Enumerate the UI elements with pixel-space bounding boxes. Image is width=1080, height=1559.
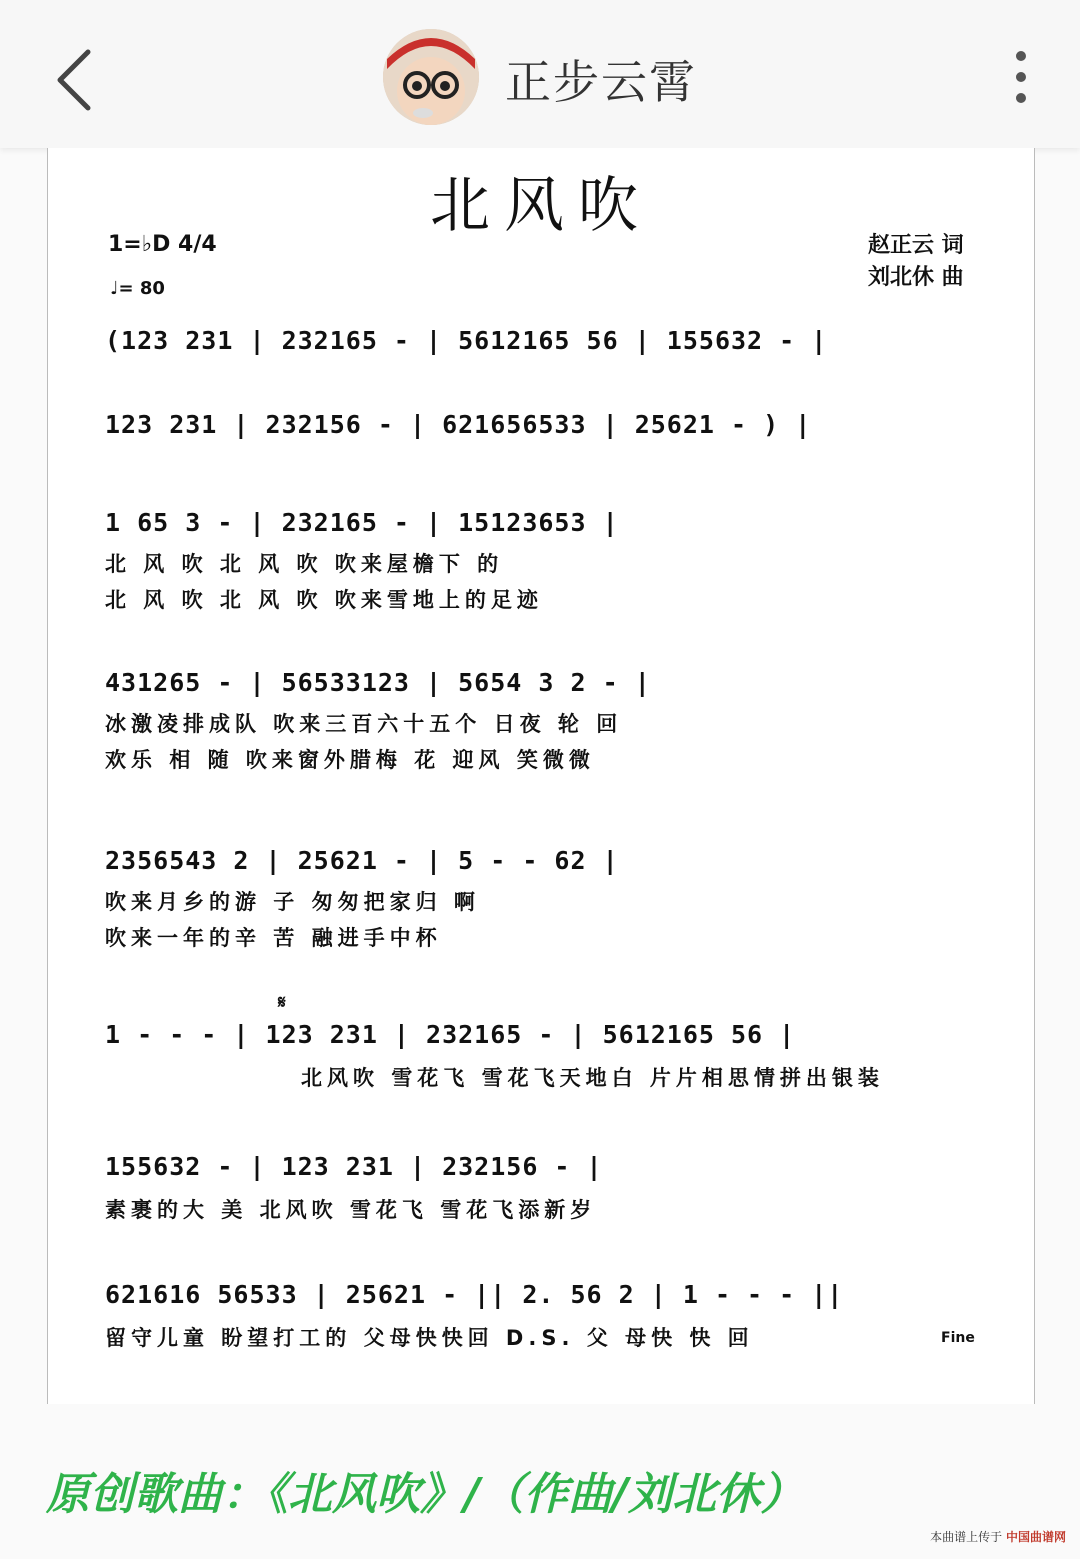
key-signature: 1=♭D 4/4 [108, 232, 217, 257]
lyric-verse-1: 北 风 吹 北 风 吹 吹来屋檐下 的 [105, 552, 504, 576]
sheet-music [47, 148, 1035, 1404]
avatar[interactable] [383, 29, 479, 125]
upload-note-text: 本曲谱上传于 [930, 1530, 1003, 1544]
lyric-verse-1: 素裹的大 美 北风吹 雪花飞 雪花飞添新岁 [105, 1198, 597, 1222]
chevron-left-icon[interactable] [48, 44, 108, 114]
tempo-marking: ♩= 80 [110, 278, 165, 299]
melody: (123 231 | 232165 - | 5612165 56 | 155632 - | [105, 326, 828, 355]
song-title: 北风吹 [430, 171, 652, 241]
melody: 1 - - - | 123 231 | 232165 - | 5612165 56 | [105, 1020, 796, 1049]
lyric-verse-1: 吹来月乡的游 子 匆匆把家归 啊 [105, 890, 480, 914]
page-title: 正步云霄 [505, 55, 697, 109]
composer-credit: 刘北休 曲 [868, 265, 964, 290]
fine-marking: Fine [941, 1330, 975, 1346]
melody: 621616 56533 | 25621 - || 2. 56 2 | 1 - - - || [105, 1280, 844, 1309]
app-header [0, 0, 1080, 148]
segno-symbol: 𝄋 [278, 992, 286, 1013]
lyricist-credit: 赵正云 词 [868, 233, 964, 258]
melody: 2356543 2 | 25621 - | 5 - - 62 | [105, 846, 619, 875]
lyric-verse-1: 北风吹 雪花飞 雪花飞天地白 片片相思情拼出银装 [301, 1066, 884, 1090]
lyric-verse-2: 北 风 吹 北 风 吹 吹来雪地上的足迹 [105, 588, 543, 612]
lyric-verse-1: 冰激凌排成队 吹来三百六十五个 日夜 轮 回 [105, 712, 623, 736]
upload-note [930, 1528, 1066, 1545]
melody: 1 65 3 - | 232165 - | 15123653 | [105, 508, 619, 537]
vertical-dots-icon[interactable] [1006, 50, 1036, 106]
lyric-verse-1: 留守儿童 盼望打工的 父母快快回 D.S. 父 母快 快 回 [105, 1326, 754, 1350]
melody: 431265 - | 56533123 | 5654 3 2 - | [105, 668, 651, 697]
melody: 155632 - | 123 231 | 232156 - | [105, 1152, 603, 1181]
song-caption: 原创歌曲：《北风吹》/（作曲/刘北休） [46, 1469, 805, 1520]
site-name[interactable]: 中国曲谱网 [1005, 1530, 1066, 1544]
melody: 123 231 | 232156 - | 621656533 | 25621 - ) | [105, 410, 812, 439]
lyric-verse-2: 吹来一年的辛 苦 融进手中杯 [105, 926, 442, 950]
lyric-verse-2: 欢乐 相 随 吹来窗外腊梅 花 迎风 笑微微 [105, 748, 595, 772]
